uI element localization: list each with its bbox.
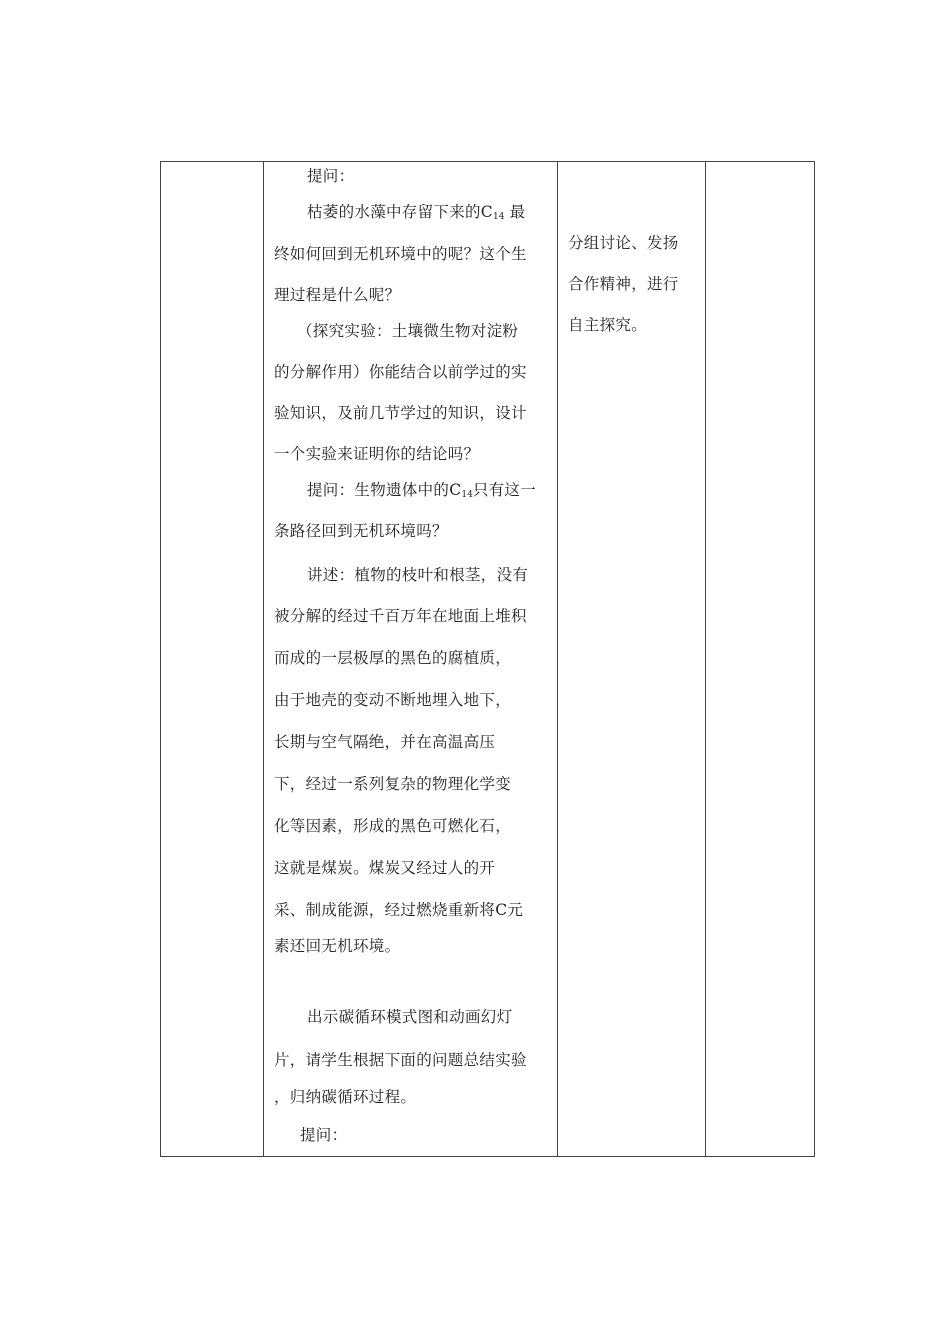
text-line: 讲述：植物的枝叶和根茎，没有 [307, 566, 529, 584]
text-line: 理过程是什么呢？ [274, 286, 401, 304]
text-segment: 提问：生物遗体中的C [307, 481, 462, 499]
subscript: 14 [461, 490, 473, 500]
text-line: 终如何回到无机环境中的呢？这个生 [274, 245, 527, 263]
text-line: 出示碳循环模式图和动画幻灯 [307, 1008, 513, 1026]
text-line: 片，请学生根据下面的问题总结实验 [274, 1051, 527, 1069]
text-line: 验知识，及前几节学过的知识，设计 [274, 404, 527, 422]
text-line: 提问： [300, 1126, 348, 1144]
text-line: 合作精神，进行 [568, 275, 679, 293]
column-4-cell [706, 162, 814, 1156]
text-line: 分组讨论、发扬 [568, 234, 679, 252]
subscript: 14 [492, 212, 505, 222]
text-line: 的分解作用）你能结合以前学过的实 [274, 363, 527, 381]
text-line: 提问： [307, 167, 355, 185]
text-line: 条路径回到无机环境吗？ [274, 522, 448, 540]
text-line: 化等因素，形成的黑色可燃化石， [274, 817, 512, 835]
text-line: ，归纳碳循环过程。 [274, 1088, 417, 1106]
text-line: 素还回无机环境。 [274, 937, 401, 955]
lesson-plan-table [160, 161, 815, 1157]
text-line: 长期与空气隔绝，并在高温高压 [274, 733, 496, 751]
column-1-cell [161, 162, 263, 1156]
student-activity-cell [558, 162, 706, 1156]
text-line: 一个实验来证明你的结论吗？ [274, 445, 480, 463]
text-line: 采、制成能源，经过燃烧重新将C元 [274, 901, 524, 919]
text-segment: 枯萎的水藻中存留下来的C [307, 203, 493, 221]
text-segment: 最 [504, 203, 526, 221]
text-line: 这就是煤炭。煤炭又经过人的开 [274, 859, 496, 877]
text-segment: 只有这一 [472, 481, 537, 499]
text-line: 由于地壳的变动不断地埋入地下， [274, 691, 512, 709]
text-line: 而成的一层极厚的黑色的腐植质， [274, 649, 512, 667]
text-line: （探究实验：土壤微生物对淀粉 [297, 322, 519, 340]
text-line: 自主探究。 [568, 316, 648, 334]
text-line [307, 480, 536, 505]
text-line [307, 202, 525, 227]
teacher-activity-cell [264, 162, 558, 1156]
text-line: 下，经过一系列复杂的物理化学变 [274, 775, 512, 793]
text-line: 被分解的经过千百万年在地面上堆积 [274, 607, 527, 625]
